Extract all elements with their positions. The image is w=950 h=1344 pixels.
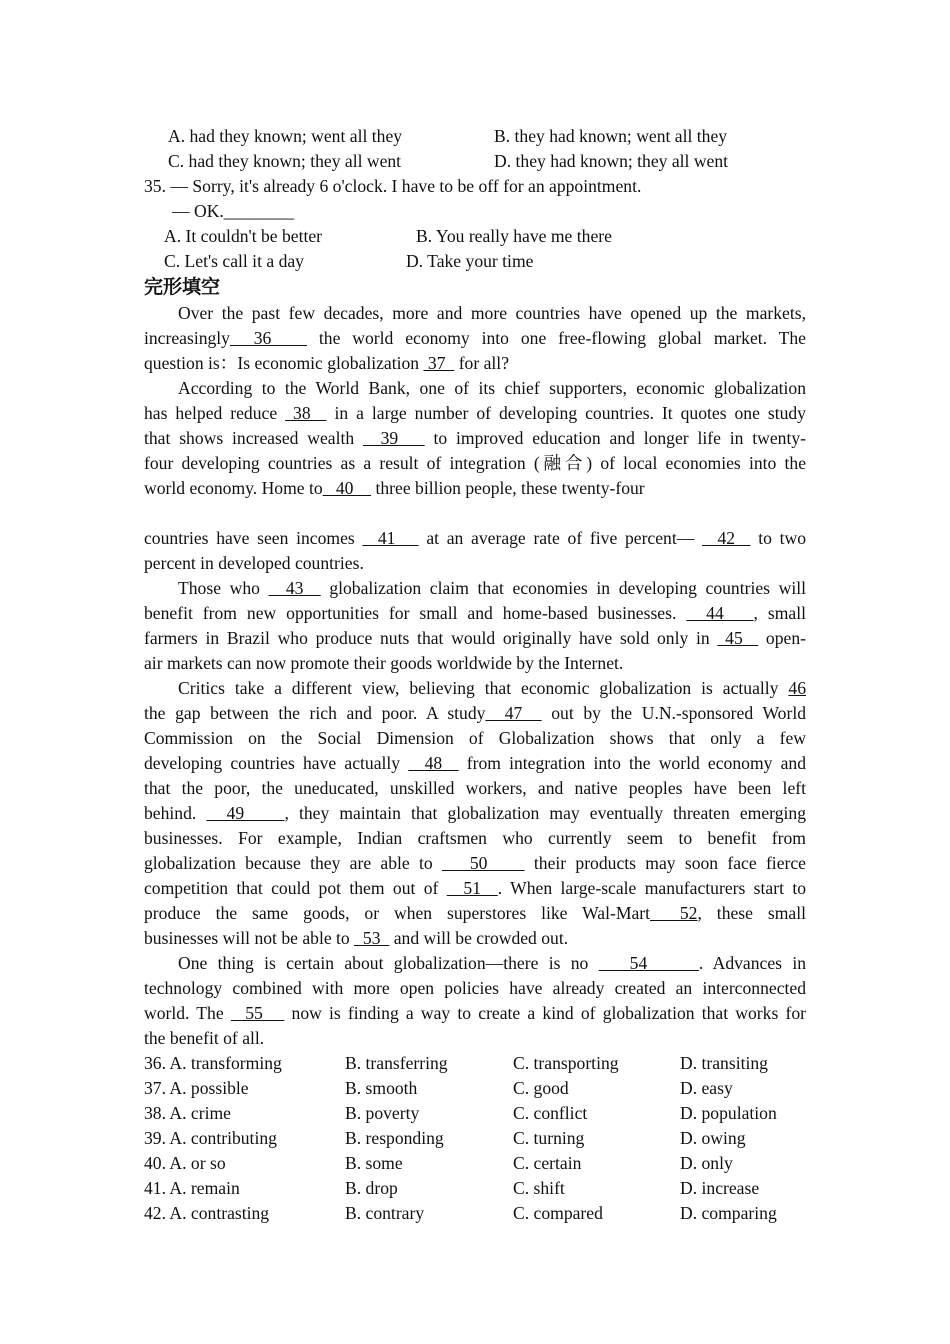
passage-line: produce the same goods, or when superstores like Wal-Mart 52, these small xyxy=(144,903,806,923)
passage-line: air markets can now promote their goods worldwide by the Internet. xyxy=(144,653,624,673)
q35-option-b: B. You really have me there xyxy=(416,226,612,246)
blank-53: 53 xyxy=(354,928,390,948)
blank-46: 46 xyxy=(788,678,806,698)
choice-row xyxy=(144,1076,806,1101)
q35-prompt: 35. — Sorry, it's already 6 o'clock. I have to be off for an appointment. xyxy=(144,176,642,196)
passage-line: Critics take a different view, believing that economic globalization is actually 46 xyxy=(178,678,806,698)
choice-option-a: 38. A. crime xyxy=(144,1103,231,1123)
answer-choices-table xyxy=(144,1051,806,1226)
choice-option-b: B. some xyxy=(345,1153,403,1173)
passage-line: world. The 55 now is finding a way to create a kind of globalization that works for xyxy=(144,1003,806,1023)
passage-line: behind. 49 , they maintain that globalization may eventually threaten emerging xyxy=(144,803,806,823)
passage-line: question is：Is economic globalization 37 for all? xyxy=(144,353,510,373)
choice-option-c: C. good xyxy=(513,1078,569,1098)
choice-row xyxy=(144,1051,806,1076)
blank-44: 44 xyxy=(686,603,754,623)
section-title: 完形填空 xyxy=(144,276,221,298)
passage-line: has helped reduce 38 in a large number of developing countries. It quotes one study xyxy=(144,403,806,423)
choice-option-d: D. easy xyxy=(680,1078,733,1098)
passage-line: businesses will not be able to 53 and will be crowded out. xyxy=(144,928,569,948)
passage-line: According to the World Bank, one of its chief supporters, economic globalization xyxy=(178,378,806,398)
passage-line: globalization because they are able to 50 their products may soon face fierce xyxy=(144,853,806,873)
q35-option-d: D. Take your time xyxy=(406,251,534,271)
blank-43: 43 xyxy=(268,578,321,598)
choice-option-a: 40. A. or so xyxy=(144,1153,226,1173)
choice-option-d: D. comparing xyxy=(680,1203,777,1223)
blank-40: 40 xyxy=(322,478,372,498)
choice-option-b: B. transferring xyxy=(345,1053,448,1073)
q34-option-a: A. had they known; went all they xyxy=(168,126,403,146)
q35-response: — OK.________ xyxy=(172,201,295,221)
q35-options-row-1 xyxy=(144,224,806,249)
choice-option-a: 41. A. remain xyxy=(144,1178,240,1198)
q34-option-b: B. they had known; went all they xyxy=(494,126,728,146)
q35-options-row-2 xyxy=(144,249,806,274)
document-page xyxy=(144,124,806,1226)
choice-option-a: 39. A. contributing xyxy=(144,1128,277,1148)
choice-option-c: C. conflict xyxy=(513,1103,588,1123)
passage-line: four developing countries as a result of integration (融合) of local economies into the xyxy=(144,453,806,473)
passage-line: Commission on the Social Dimension of Globalization shows that only a few xyxy=(144,728,806,748)
passage-line: farmers in Brazil who produce nuts that would originally have sold only in 45 open- xyxy=(144,628,806,648)
choice-option-c: C. compared xyxy=(513,1203,603,1223)
passage-line: Those who 43 globalization claim that economies in developing countries will xyxy=(178,578,807,598)
passage-line: that shows increased wealth 39 to improved education and longer life in twenty- xyxy=(144,428,806,448)
q35-option-c: C. Let's call it a day xyxy=(164,251,304,271)
q34-options-row-1 xyxy=(144,124,806,149)
blank-49: 49 xyxy=(206,803,285,823)
passage-line: benefit from new opportunities for small and home-based businesses. 44 , small xyxy=(144,603,806,623)
choice-option-a: 42. A. contrasting xyxy=(144,1203,270,1223)
passage-line: countries have seen incomes 41 at an average rate of five percent— 42 to two xyxy=(144,528,807,548)
blank-50: 50 xyxy=(442,853,525,873)
blank-37: 37 xyxy=(423,353,455,373)
passage-line: developing countries have actually 48 from integration into the world economy and xyxy=(144,753,807,773)
blank-42: 42 xyxy=(702,528,751,548)
choice-row xyxy=(144,1101,806,1126)
passage-line: One thing is certain about globalization—there is no 54 . Advances in xyxy=(178,953,807,973)
choice-option-b: B. responding xyxy=(345,1128,444,1148)
blank-51: 51 xyxy=(446,878,498,898)
choice-option-d: D. owing xyxy=(680,1128,746,1148)
choice-option-d: D. increase xyxy=(680,1178,760,1198)
choice-option-d: D. transiting xyxy=(680,1053,768,1073)
choice-option-c: C. turning xyxy=(513,1128,585,1148)
choice-option-c: C. transporting xyxy=(513,1053,619,1073)
blank-39: 39 xyxy=(362,428,425,448)
choice-row xyxy=(144,1126,806,1151)
choice-option-a: 36. A. transforming xyxy=(144,1053,282,1073)
passage-line: the benefit of all. xyxy=(144,1028,265,1048)
choice-option-c: C. certain xyxy=(513,1153,582,1173)
blank-47: 47 xyxy=(485,703,542,723)
blank-38: 38 xyxy=(285,403,327,423)
q34-option-c: C. had they known; they all went xyxy=(168,151,402,171)
passage-line: technology combined with more open policies have already created an interconnected xyxy=(144,978,806,998)
blank-52: 52 xyxy=(650,903,698,923)
page-break-gap xyxy=(144,501,806,526)
blank-55: 55 xyxy=(230,1003,285,1023)
passage-line: Over the past few decades, more and more countries have opened up the markets, xyxy=(178,303,806,323)
blank-54: 54 xyxy=(598,953,699,973)
choice-option-c: C. shift xyxy=(513,1178,565,1198)
choice-option-b: B. smooth xyxy=(345,1078,418,1098)
blank-36: 36 xyxy=(229,328,308,348)
choice-option-d: D. population xyxy=(680,1103,777,1123)
choice-row xyxy=(144,1201,806,1226)
passage-line: percent in developed countries. xyxy=(144,553,364,573)
passage-line: the gap between the rich and poor. A study 47 out by the U.N.-sponsored World xyxy=(144,703,807,723)
choice-option-b: B. contrary xyxy=(345,1203,425,1223)
q34-options-row-2 xyxy=(144,149,806,174)
choice-row xyxy=(144,1151,806,1176)
choice-option-b: B. poverty xyxy=(345,1103,420,1123)
passage-line: world economy. Home to 40 three billion people, these twenty-four xyxy=(144,478,645,498)
passage-line: that the poor, the uneducated, unskilled workers, and native peoples have been left xyxy=(144,778,806,798)
blank-41: 41 xyxy=(362,528,419,548)
q35-option-a: A. It couldn't be better xyxy=(164,226,323,246)
blank-48: 48 xyxy=(408,753,459,773)
passage-line: businesses. For example, Indian craftsmen who currently seem to benefit from xyxy=(144,828,806,848)
choice-option-a: 37. A. possible xyxy=(144,1078,249,1098)
choice-option-b: B. drop xyxy=(345,1178,398,1198)
q34-option-d: D. they had known; they all went xyxy=(494,151,729,171)
passage-line: increasingly 36 the world economy into one free-flowing global market. The xyxy=(144,328,806,348)
passage-line: competition that could pot them out of 51 . When large-scale manufacturers start to xyxy=(144,878,806,898)
choice-option-d: D. only xyxy=(680,1153,733,1173)
choice-row xyxy=(144,1176,806,1201)
blank-45: 45 xyxy=(717,628,759,648)
